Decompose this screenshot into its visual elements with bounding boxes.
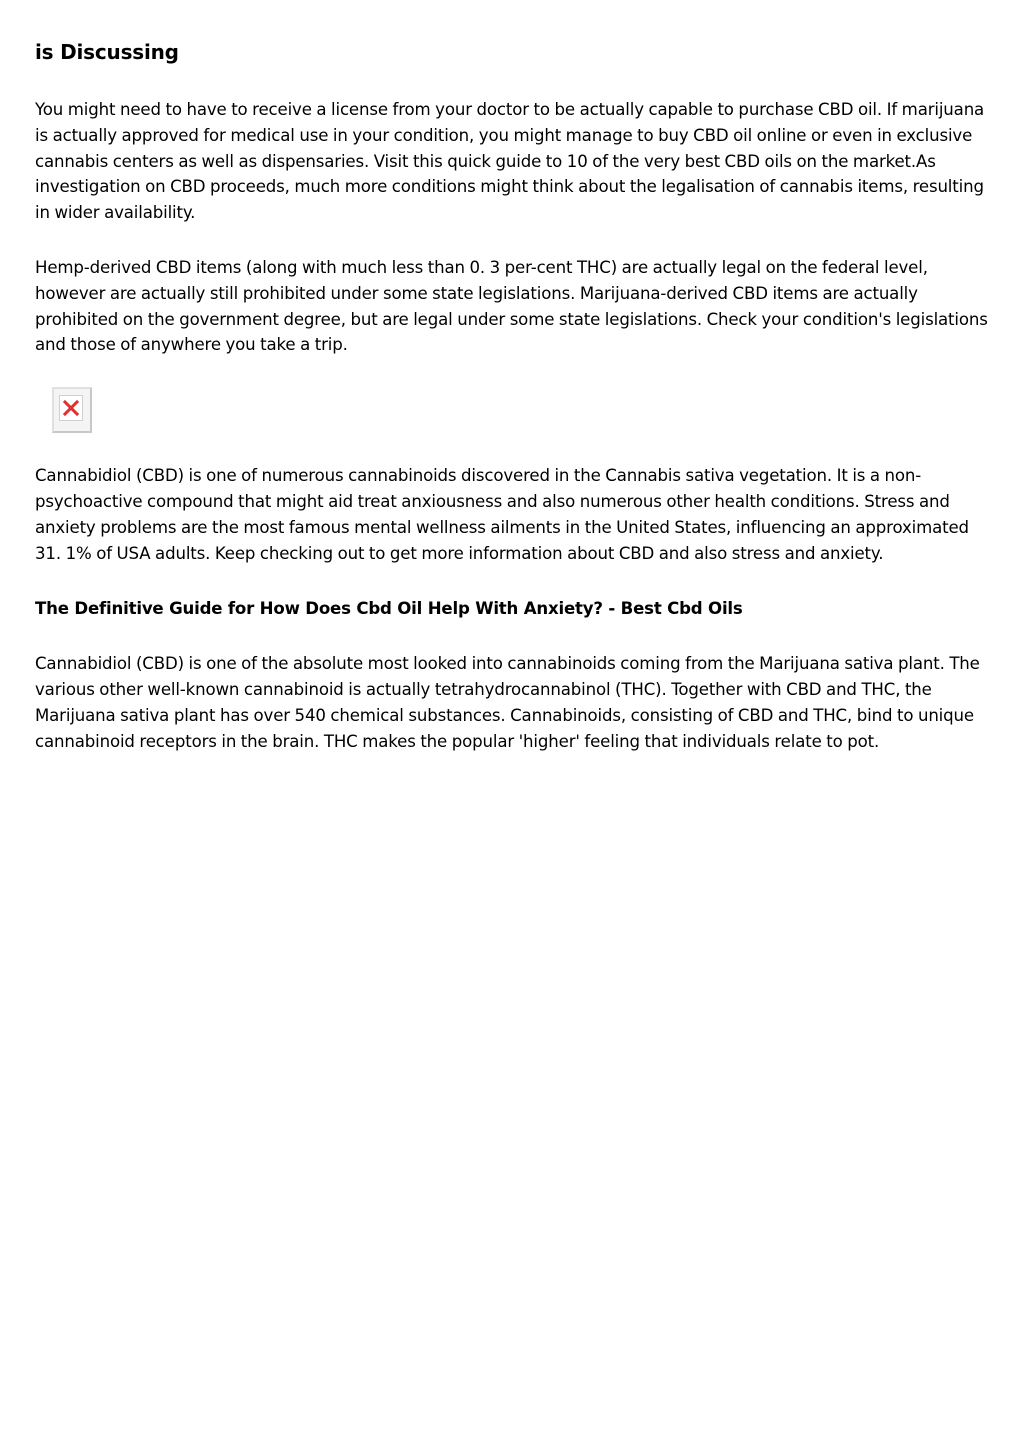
section-heading: The Definitive Guide for How Does Cbd Oil Help With Anxiety? - Best Cbd Oils	[35, 599, 743, 619]
page-title: is Discussing	[35, 40, 179, 64]
paragraph-hemp-legality: Hemp-derived CBD items (along with much less than 0. 3 per-cent THC) are actually legal on the federal level, however are actually still prohibited under some state legislations. Marijuana-derived CBD items are actually prohibited on the government degree, but are legal under some state legislations. Check your condition's legislations and those of anywhere you take a trip.	[35, 257, 988, 355]
broken-image-frame	[59, 395, 83, 421]
paragraph-cbd-anxiety: Cannabidiol (CBD) is one of numerous cannabinoids discovered in the Cannabis sativa vegetation. It is a non-psychoactive compound that might aid treat anxiousness and also numerous other health conditions. Stress and anxiety problems are the most famous mental wellness ailments in the United States, influencing an approximated 31. 1% of USA adults. Keep checking out to get more information about CBD and also stress and anxiety.	[35, 466, 969, 563]
paragraph-cannabinoids: Cannabidiol (CBD) is one of the absolute most looked into cannabinoids coming from the Marijuana sativa plant. The various other well-known cannabinoid is actually tetrahydrocannabinol (THC). Together with CBD and THC, the Marijuana sativa plant has over 540 chemical substances. Cannabinoids, consisting of CBD and THC, bind to unique cannabinoid receptors in the brain. THC makes the popular 'higher' feeling that individuals relate to pot.	[35, 654, 980, 751]
broken-image-icon	[63, 400, 79, 416]
broken-image-placeholder	[52, 387, 92, 433]
paragraph-license: You might need to have to receive a license from your doctor to be actually capable to purchase CBD oil. If marijuana is actually approved for medical use in your condition, you might manage to buy CBD oil online or even in exclusive cannabis centers as well as dispensaries. Visit this quick guide to 10 of the very best CBD oils on the market.As investigation on CBD proceeds, much more conditions might think about the legalisation of cannabis items, resulting in wider availability.	[35, 100, 985, 223]
